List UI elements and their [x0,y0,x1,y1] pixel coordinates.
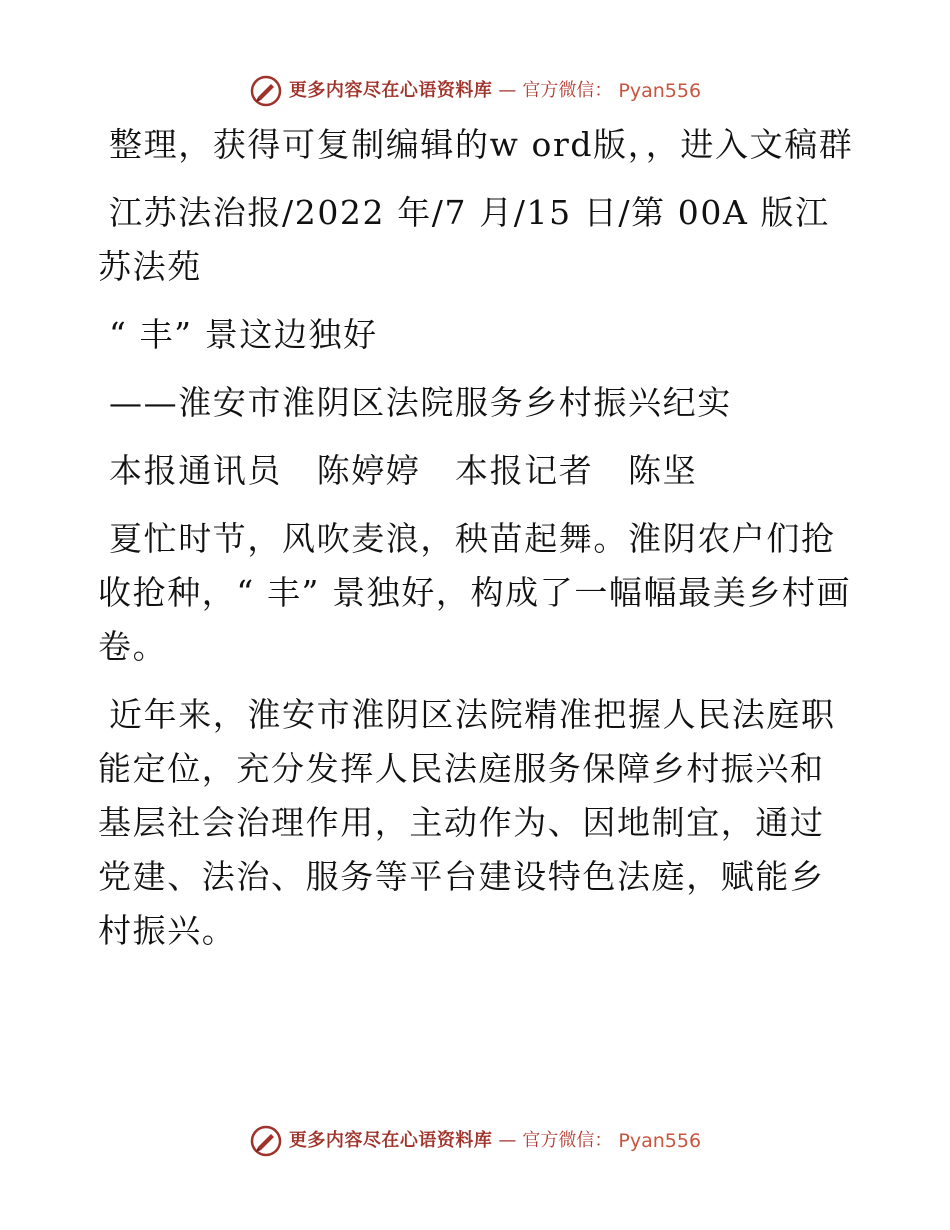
paragraph-body-2 [98,688,858,958]
watermark-dash: — [498,80,517,101]
article-subtitle-text: ——淮安市淮阴区法院服务乡村振兴纪实 [109,383,732,422]
article-byline [98,444,858,498]
watermark-official-label: 官方微信： [522,80,613,101]
footer-watermark [0,1121,950,1161]
watermark-dash: — [498,1130,517,1151]
document-body [98,118,858,972]
article-byline-text: 本报通讯员 陈婷婷 本报记者 陈坚 [109,451,698,490]
article-title [98,308,858,362]
article-title-text: “ 丰” 景这边独好 [109,315,378,354]
paragraph-intro [98,118,858,172]
watermark-wechat-id: Pyan556 [618,79,702,102]
paragraph-body-2-text: 近年来，淮安市淮阴区法院精准把握人民法庭职能定位，充分发挥人民法庭服务保障乡村振兴和基层社会治理作用，主动作为、因地制宜，通过党建、法治、服务等平台建设特色法庭，赋能乡村振兴。 [98,695,836,950]
header-watermark [0,71,950,111]
watermark-main-text: 更多内容尽在心语资料库 [288,1130,493,1151]
article-subtitle [98,376,858,430]
watermark-main-text: 更多内容尽在心语资料库 [288,80,493,101]
paragraph-source-text: 江苏法治报/2022 年/7 月/15 日/第 00A 版江苏法苑 [98,193,830,286]
seal-pen-icon [249,74,283,108]
watermark-wechat-id: Pyan556 [618,1129,702,1152]
paragraph-source [98,186,858,294]
paragraph-body-1 [98,512,858,674]
seal-pen-icon [249,1124,283,1158]
watermark-official-label: 官方微信： [522,1130,613,1151]
paragraph-intro-text: 整理，获得可复制编辑的w ord版，，进入文稿群 [109,125,854,164]
paragraph-body-1-text: 夏忙时节，风吹麦浪，秧苗起舞。淮阴农户们抢收抢种，“ 丰” 景独好，构成了一幅幅最美乡村画卷。 [98,519,852,666]
